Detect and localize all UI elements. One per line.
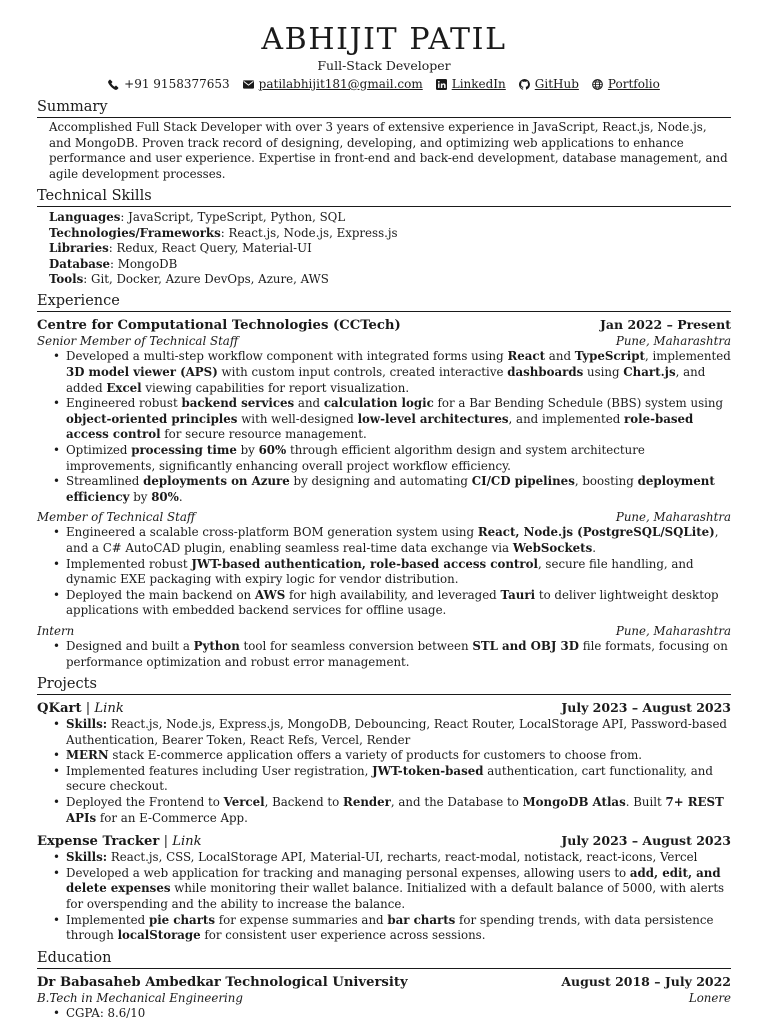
role-title: Intern [37,623,75,638]
bullet-item [66,717,731,748]
skill-label: Database [49,256,111,271]
bullet-text: viewing capabilities for report visualization. [141,380,410,395]
bullet-text: , and the Database to [390,795,523,810]
education-dates: August 2018 – July 2022 [561,973,731,989]
bullet-text: by designing and automating [289,474,472,489]
skill-row [49,241,731,256]
role-header [37,334,731,349]
degree: B.Tech in Mechanical Engineering [37,990,243,1005]
bullet-emphasis: TypeScript [574,349,645,364]
skills-list [37,207,731,287]
bullet-item [66,866,731,913]
bullet-emphasis: add, edit, and delete expenses [66,865,721,896]
linkedin-link[interactable]: LinkedIn [451,77,506,91]
skill-value: : Redux, React Query, Material-UI [108,241,312,256]
role-bullets [37,349,731,505]
bullet-text: using [583,365,624,379]
email-link[interactable]: patilabhijit181@gmail.com [258,77,423,91]
contact-bar [37,75,731,93]
bullet-emphasis: role-based access control [66,411,694,442]
company-name: Centre for Computational Technologies (CCTech) [37,318,401,334]
project-title [37,833,202,850]
bullet-text: , boosting [574,474,638,489]
bullet-emphasis: Skills: [66,717,108,732]
bullet-text: and [294,396,324,411]
bullet-text: for spending trends, with data persistence through [66,912,714,943]
linkedin-icon [436,79,447,90]
phone-icon [108,79,119,90]
bullet-emphasis: Tauri [500,587,536,602]
bullet-text: CGPA: 8.6/10 [66,1005,146,1020]
bullet-emphasis: STL and OBJ 3D [472,638,579,653]
role-bullets [37,639,731,670]
bullet-emphasis: 7+ REST APIs [66,795,724,825]
bullet-emphasis: JWT-token-based [372,763,484,778]
project-link[interactable]: Link [172,834,202,850]
bullet-emphasis: CI/CD pipelines [471,474,575,489]
bullet-text: Designed and built a [66,638,194,653]
role-title: Senior Member of Technical Staff [37,334,239,349]
bullet-emphasis: calculation logic [323,396,434,411]
bullet-emphasis: Skills: [66,850,108,865]
bullet-item [66,588,731,619]
github-icon [519,79,530,90]
github-link[interactable]: GitHub [534,77,579,91]
bullet-text: by [236,442,259,457]
skill-row [49,210,731,225]
contact-phone[interactable] [108,75,230,93]
degree-row [37,991,731,1006]
bullet-text: Engineered a scalable cross-platform BOM generation system using [66,525,478,540]
bullet-text: , Backend to [264,795,344,810]
skill-value: : MongoDB [110,256,178,271]
bullet-text: , implemented [644,349,731,364]
bullet-emphasis: MongoDB Atlas [522,795,626,810]
bullet-text: with well-designed [237,411,358,426]
project-name: QKart [37,701,82,717]
candidate-name: ABHIJIT PATIL [261,22,507,57]
section-title-experience: Experience [37,292,731,312]
bullet-text: . Built [625,795,666,810]
bullet-item [66,639,731,670]
project-header [37,832,731,850]
skill-row [49,257,731,272]
project-separator: | [81,701,95,717]
contact-linkedin[interactable] [436,75,506,93]
role-title: Member of Technical Staff [37,510,196,525]
experience-dates: Jan 2022 – Present [600,317,731,333]
bullet-text: React.js, CSS, LocalStorage API, Material-UI, recharts, react-modal, notistack, react-icons, Vercel [107,850,698,865]
project-header [37,699,731,717]
contact-github[interactable] [519,75,579,93]
bullet-emphasis: processing time [131,442,237,457]
school-name: Dr Babasaheb Ambedkar Technological University [37,974,408,990]
project-separator: | [159,834,173,850]
bullet-emphasis: 3D model viewer (APS) [66,365,218,379]
bullet-emphasis: Excel [106,380,142,395]
bullet-emphasis: 60% [258,442,287,457]
skill-value: : Git, Docker, Azure DevOps, Azure, AWS [83,272,329,286]
bullet-emphasis: AWS [254,587,286,602]
bullet-text: to deliver lightweight desktop applications with embedded backend services for offline usage. [66,587,719,618]
bullet-text: while monitoring their wallet balance. Initialized with a default balance of 5000, with alerts for overspending and the ability to increase the balance. [66,881,725,912]
bullet-text: through efficient algorithm design and system architecture improvements, significantly enhancing overall project workflow efficiency. [66,442,645,473]
role-location: Pune, Maharashtra [615,334,731,349]
bullet-text: Deployed the Frontend to [66,795,224,810]
bullet-text: authentication, cart functionality, and secure checkout. [66,763,713,794]
bullet-emphasis: Python [193,638,240,653]
section-title-education: Education [37,949,731,969]
skill-label: Libraries [49,241,109,256]
bullet-emphasis: MERN [66,748,109,763]
bullet-emphasis: WebSockets [512,540,593,555]
bullet-item [66,850,731,866]
bullet-emphasis: React [507,349,546,364]
project-bullets [37,850,731,944]
bullet-emphasis: object-oriented principles [66,411,238,426]
bullet-emphasis: bar charts [387,912,456,927]
bullet-item [66,557,731,588]
bullet-item [66,349,731,396]
bullet-text: Developed a web application for tracking and managing personal expenses, allowing users to [66,865,630,880]
bullet-text: for secure resource management. [160,427,367,442]
role-header [37,510,731,525]
bullet-text: for high availability, and leveraged [285,587,501,602]
skill-value: : React.js, Node.js, Express.js [220,225,398,240]
bullet-text: Implemented features including User registration, [66,763,373,778]
resume-header [37,22,731,93]
bullet-text: Implemented [66,912,149,927]
bullet-text: file formats, focusing on performance optimization and robust error management. [66,638,728,669]
bullet-emphasis: deployments on Azure [143,474,290,489]
bullet-emphasis: dashboards [507,365,584,379]
project-title [37,700,124,717]
section-title-summary: Summary [37,98,731,118]
bullet-emphasis: React, Node.js (PostgreSQL/SQLite) [477,525,715,540]
bullet-text: for an E-Commerce App. [96,810,248,825]
bullet-text: , secure file handling, and dynamic EXE packaging with expiry logic for vendor distribution. [66,556,694,587]
school-location: Lonere [688,990,731,1005]
bullet-text: Streamlined [66,474,144,489]
contact-portfolio[interactable] [592,75,660,93]
bullet-emphasis: JWT-based authentication, role-based access control [191,556,538,571]
bullet-emphasis: deployment efficiency [66,474,715,504]
bullet-text: , and a C# AutoCAD plugin, enabling seamless real-time data exchange via [66,525,719,555]
phone-number: +91 9158377653 [124,77,230,91]
skill-label: Languages [49,210,121,225]
bullet-text: , and added [66,365,706,395]
bullet-text: . [592,540,596,555]
skill-row [49,272,731,287]
project-dates: July 2023 – August 2023 [561,700,731,716]
bullet-item [66,1006,731,1022]
skill-value: : JavaScript, TypeScript, Python, SQL [120,210,346,225]
project-link[interactable]: Link [94,701,124,717]
bullet-text: Implemented robust [66,556,192,571]
contact-email[interactable] [243,75,423,93]
bullet-text: Engineered robust [66,396,182,411]
bullet-emphasis: Render [343,795,391,810]
bullet-text: tool for seamless conversion between [239,638,473,653]
bullet-text: Developed a multi-step workflow component with integrated forms using [66,349,508,364]
bullet-text: and [545,349,575,364]
section-title-projects: Projects [37,675,731,695]
bullet-item [66,748,731,764]
bullet-emphasis: pie charts [148,912,216,927]
education-bullets [37,1006,731,1022]
bullet-text: for expense summaries and [215,912,388,927]
bullet-text: . [178,489,183,504]
bullet-emphasis: localStorage [117,928,201,943]
role-header [37,624,731,639]
education-header [37,973,731,991]
bullet-emphasis: backend services [181,396,295,411]
bullet-emphasis: low-level architectures [357,411,509,426]
bullet-emphasis: Chart.js [623,365,676,379]
bullet-item [66,396,731,443]
bullet-item [66,525,731,556]
bullet-text: stack E-commerce application offers a variety of products for customers to choose from. [108,748,643,763]
project-name: Expense Tracker [37,834,160,850]
portfolio-link[interactable]: Portfolio [607,77,660,91]
project-dates: July 2023 – August 2023 [561,833,731,849]
bullet-text: Deployed the main backend on [66,587,255,602]
bullet-text: for a Bar Bending Schedule (BBS) system using [433,396,724,411]
role-location: Pune, Maharashtra [615,623,731,638]
skill-label: Technologies/Frameworks [49,225,221,240]
skill-row [49,226,731,241]
role-bullets [37,525,731,619]
project-bullets [37,717,731,826]
bullet-text: with custom input controls, created interactive [217,365,508,379]
envelope-icon [243,79,254,90]
bullet-text: Optimized [66,442,132,457]
section-title-skills: Technical Skills [37,187,731,207]
bullet-item [66,474,731,505]
bullet-item [66,764,731,795]
summary-text: Accomplished Full Stack Developer with over 3 years of extensive experience in JavaScript, React.js, Node.js, and MongoDB. Proven track record of designing, developing, and optimizing web applications to enhance performance and user experience. Expertise in front-end and back-end development, database management, and agile development processes. [49,120,728,181]
bullet-text: for consistent user experience across sessions. [200,928,486,943]
experience-header [37,316,731,334]
bullet-item [66,443,731,474]
globe-icon [592,79,603,90]
candidate-title: Full-Stack Developer [317,58,451,73]
bullet-emphasis: Vercel [223,795,265,810]
bullet-item [66,795,731,826]
bullet-text: by [129,489,152,504]
skill-label: Tools [49,272,84,286]
bullet-text: , and implemented [508,411,625,426]
bullet-item [66,913,731,944]
bullet-emphasis: 80% [151,489,179,504]
role-location: Pune, Maharashtra [615,510,731,525]
bullet-text: React.js, Node.js, Express.js, MongoDB, Debouncing, React Router, LocalStorage API, Password-based Authentication, Bearer Token, React Refs, Vercel, Render [66,717,727,747]
